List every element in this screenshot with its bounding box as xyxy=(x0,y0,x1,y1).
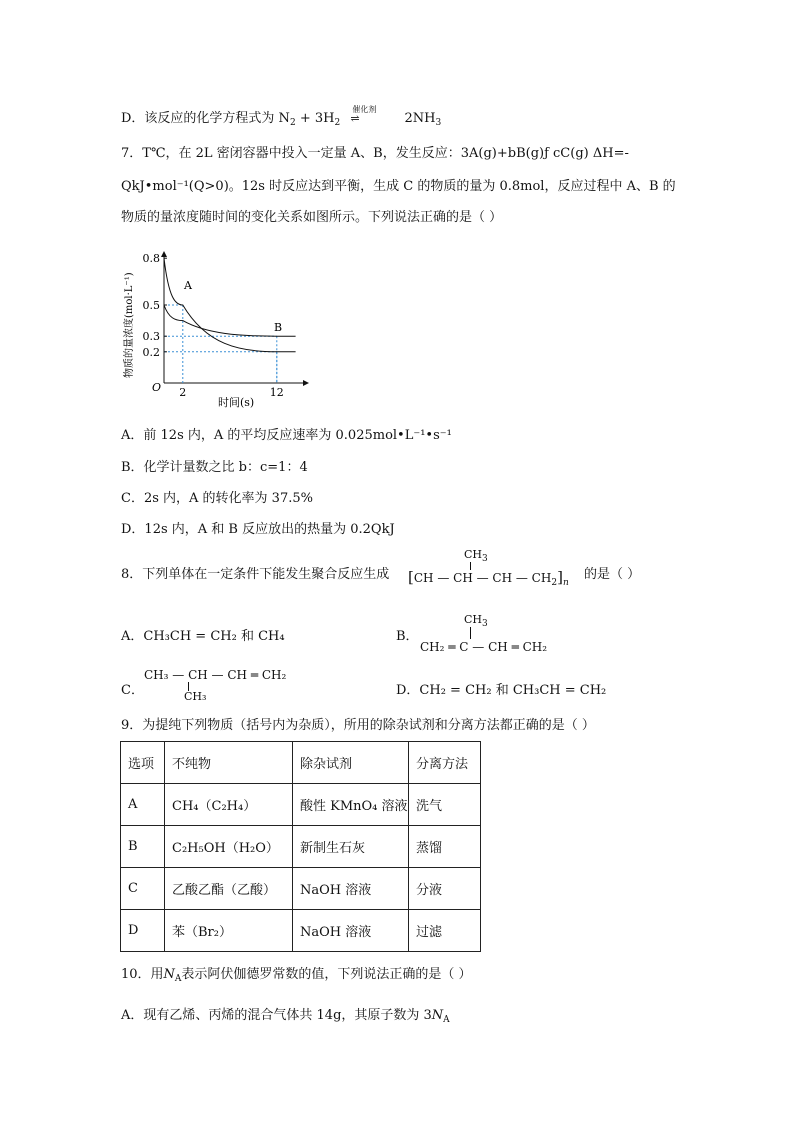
x-tick-label: 12 xyxy=(269,386,284,399)
table-cell: 乙酸乙酯（乙酸） xyxy=(165,868,293,910)
q8-option-a: A．CH₃CH = CH₂ 和 CH₄ xyxy=(121,629,285,644)
q8-polymer-formula: $CH_3$ [CH — CH — CH — $CH_2]_n$ xyxy=(408,548,569,588)
table-row xyxy=(121,826,481,868)
q8-option-c-formula: CH₃ — CH — CH ═ CH₂ CH₃ xyxy=(144,668,287,703)
q8-stem: 8．下列单体在一定条件下能发生聚合反应生成 xyxy=(121,567,390,582)
concentration-chart xyxy=(118,248,313,418)
q10-option-a: A．现有乙烯、丙烯的混合气体共 14g，其原子数为 $3N_A$ xyxy=(121,1008,450,1025)
table-row xyxy=(121,784,481,826)
series-a-label: A xyxy=(184,279,192,292)
q7-option-b: B．化学计量数之比 b：c=1：4 xyxy=(121,460,308,475)
q7-option-a: A．前 12s 内，A 的平均反应速率为 0.025mol•L⁻¹•s⁻¹ xyxy=(121,428,452,443)
series-b-label: B xyxy=(274,321,283,334)
table-cell: C₂H₅OH（H₂O） xyxy=(165,826,293,868)
table-cell: 酸性 KMnO₄ 溶液 xyxy=(293,784,409,826)
table-cell: 新制生石灰 xyxy=(293,826,409,868)
table-cell: CH₄（C₂H₄） xyxy=(165,784,293,826)
table-cell: C xyxy=(121,868,165,910)
table-row xyxy=(121,910,481,952)
table-header-row xyxy=(121,742,481,784)
q9-stem: 9．为提纯下列物质（括号内为杂质），所用的除杂试剂和分离方法都正确的是（ ） xyxy=(121,718,595,733)
y-tick-label: 0.8 xyxy=(142,252,160,266)
q10-stem: 10．用$N_A$表示阿伏伽德罗常数的值，下列说法正确的是（ ） xyxy=(121,967,472,984)
table-cell: 苯（Br₂） xyxy=(165,910,293,952)
table-cell: A xyxy=(121,784,165,826)
q7-stem-line2: QkJ•mol⁻¹(Q>0)。12s 时反应达到平衡，生成 C 的物质的量为 0.8mol，反应过程中 A、B 的 xyxy=(121,179,676,194)
header-cell: 分离方法 xyxy=(409,742,481,784)
table-cell: 过滤 xyxy=(409,910,481,952)
header-cell: 不纯物 xyxy=(165,742,293,784)
table-cell: D xyxy=(121,910,165,952)
y-axis-label: 物质的量浓度(mol·L⁻¹) xyxy=(124,272,135,378)
table-cell: 蒸馏 xyxy=(409,826,481,868)
catalyst-arrow: 催化剂 ⇌ xyxy=(350,105,377,125)
y-tick-label: 0.3 xyxy=(142,330,160,344)
q8-option-b-label: B． xyxy=(396,629,419,644)
x-tick-label: 2 xyxy=(179,386,187,399)
q7-option-d: D．12s 内，A 和 B 反应放出的热量为 0.2QkJ xyxy=(121,522,395,537)
y-tick-label: 0.5 xyxy=(142,299,160,312)
series-a-curve xyxy=(164,258,296,352)
x-axis-label: 时间(s) xyxy=(218,396,255,409)
q9-table xyxy=(120,741,481,952)
q6-option-d: D．该反应的化学方程式为 $N_2 + 3H_2$ 催化剂 ⇌ $2NH_3$ xyxy=(121,105,442,128)
header-cell: 除杂试剂 xyxy=(293,742,409,784)
table-cell: 分液 xyxy=(409,868,481,910)
y-tick-label: 0.2 xyxy=(142,345,160,359)
table-cell: NaOH 溶液 xyxy=(293,868,409,910)
header-cell: 选项 xyxy=(121,742,165,784)
origin-label: O xyxy=(152,381,162,394)
q8-stem-end: 的是（ ） xyxy=(584,567,641,582)
table-cell: 洗气 xyxy=(409,784,481,826)
q8-option-b-formula: $CH_3$ CH₂ ═ C — CH ═ CH₂ xyxy=(420,613,548,654)
table-cell: B xyxy=(121,826,165,868)
table-cell: NaOH 溶液 xyxy=(293,910,409,952)
q8-option-d: D．CH₂ = CH₂ 和 CH₃CH = CH₂ xyxy=(396,683,607,698)
table-row xyxy=(121,868,481,910)
q8-option-c-label: C． xyxy=(121,683,144,698)
q7-stem-line3: 物质的量浓度随时间的变化关系如图所示。下列说法正确的是（ ） xyxy=(121,210,503,225)
q7-stem-line1: 7．T℃，在 2L 密闭容器中投入一定量 A、B，发生反应：3A(g)+bB(g)ƒ cC(g) ΔH=- xyxy=(121,146,629,161)
q7-option-c: C．2s 内，A 的转化率为 37.5% xyxy=(121,491,313,506)
